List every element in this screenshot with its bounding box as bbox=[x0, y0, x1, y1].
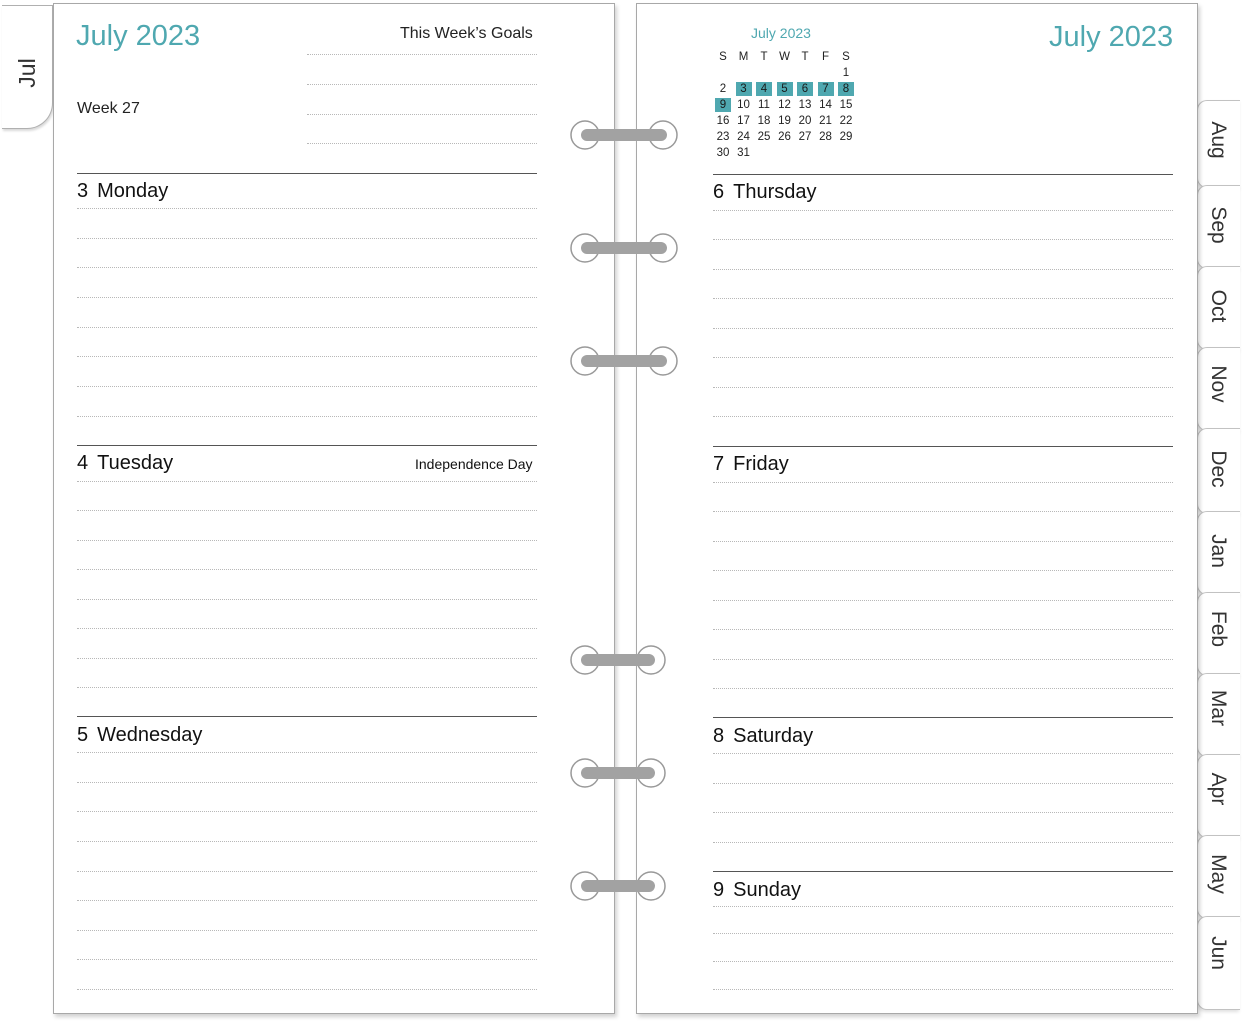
mini-calendar-day[interactable]: 9 bbox=[715, 98, 731, 112]
mini-calendar-day[interactable]: 29 bbox=[839, 131, 853, 143]
day-number: 6 bbox=[713, 181, 725, 203]
mini-calendar-day[interactable]: 16 bbox=[716, 115, 730, 127]
note-line[interactable] bbox=[77, 687, 537, 688]
tab-may-label: May bbox=[1207, 854, 1230, 894]
day-header-thursday bbox=[713, 181, 826, 204]
note-line[interactable] bbox=[77, 658, 537, 659]
tab-aug[interactable] bbox=[1197, 100, 1240, 188]
tab-nov[interactable] bbox=[1197, 347, 1240, 431]
mini-weekday: M bbox=[738, 51, 749, 63]
mini-calendar-day[interactable]: 11 bbox=[758, 99, 770, 111]
day-divider bbox=[713, 871, 1173, 872]
mini-calendar-day[interactable]: 13 bbox=[798, 99, 812, 111]
day-number: 4 bbox=[77, 452, 89, 474]
mini-calendar-day[interactable]: 3 bbox=[736, 82, 752, 96]
note-line[interactable] bbox=[713, 961, 1173, 962]
note-line[interactable] bbox=[77, 297, 537, 298]
note-line[interactable] bbox=[77, 782, 537, 783]
note-line[interactable] bbox=[713, 269, 1173, 270]
tab-may[interactable] bbox=[1197, 835, 1240, 919]
mini-calendar-day[interactable]: 28 bbox=[819, 131, 832, 143]
tab-mar[interactable] bbox=[1197, 673, 1240, 757]
note-line[interactable] bbox=[77, 208, 537, 209]
mini-calendar-day[interactable]: 1 bbox=[842, 67, 850, 79]
tab-nov-label: Nov bbox=[1207, 365, 1230, 403]
binder-ring-icon bbox=[565, 754, 675, 792]
mini-calendar-day[interactable]: 21 bbox=[819, 115, 832, 127]
tab-oct-label: Oct bbox=[1207, 289, 1230, 323]
note-line[interactable] bbox=[713, 298, 1173, 299]
note-line[interactable] bbox=[77, 930, 537, 931]
day-header-saturday bbox=[713, 725, 822, 748]
day-divider bbox=[713, 717, 1173, 718]
note-line[interactable] bbox=[77, 540, 537, 541]
mini-calendar-day[interactable]: 26 bbox=[778, 131, 791, 143]
note-line[interactable] bbox=[77, 989, 537, 990]
day-header-sunday bbox=[713, 879, 810, 902]
note-line[interactable] bbox=[77, 628, 537, 629]
tab-sep-label: Sep bbox=[1207, 206, 1230, 244]
goal-line[interactable] bbox=[307, 54, 537, 55]
day-name: Thursday bbox=[733, 181, 817, 203]
mini-weekday: T bbox=[760, 51, 768, 63]
mini-calendar-day[interactable]: 5 bbox=[777, 82, 793, 96]
note-line[interactable] bbox=[713, 688, 1173, 689]
day-name: Saturday bbox=[733, 725, 814, 747]
note-line[interactable] bbox=[713, 933, 1173, 934]
note-line[interactable] bbox=[713, 328, 1173, 329]
note-line[interactable] bbox=[77, 599, 537, 600]
tab-feb[interactable] bbox=[1197, 592, 1240, 676]
day-name: Sunday bbox=[733, 879, 801, 901]
note-line[interactable] bbox=[713, 842, 1173, 843]
mini-calendar-day[interactable]: 20 bbox=[798, 115, 812, 127]
day-name: Tuesday bbox=[97, 452, 174, 474]
tab-jul[interactable] bbox=[2, 5, 53, 129]
day-divider bbox=[77, 445, 537, 446]
tab-feb-label: Feb bbox=[1207, 610, 1230, 648]
note-line[interactable] bbox=[77, 811, 537, 812]
goal-line[interactable] bbox=[307, 143, 537, 144]
mini-weekday: T bbox=[801, 51, 809, 63]
note-line[interactable] bbox=[77, 510, 537, 511]
tab-apr-label: Apr bbox=[1207, 772, 1230, 806]
note-line[interactable] bbox=[713, 239, 1173, 240]
week-label: Week 27 bbox=[77, 100, 140, 117]
note-line[interactable] bbox=[77, 752, 537, 753]
note-line[interactable] bbox=[713, 482, 1173, 483]
note-line[interactable] bbox=[77, 841, 537, 842]
mini-weekday: S bbox=[719, 51, 727, 63]
note-line[interactable] bbox=[713, 570, 1173, 571]
tab-jun-label: Jun bbox=[1207, 936, 1230, 970]
goal-line[interactable] bbox=[307, 84, 537, 85]
day-header-monday bbox=[77, 180, 177, 203]
day-name: Friday bbox=[733, 453, 789, 475]
note-line[interactable] bbox=[77, 327, 537, 328]
note-line[interactable] bbox=[713, 511, 1173, 512]
right-month-title: July 2023 bbox=[1049, 21, 1174, 53]
binder-ring-icon bbox=[565, 867, 675, 905]
tab-mar-label: Mar bbox=[1207, 689, 1230, 727]
tab-jan[interactable] bbox=[1197, 511, 1240, 595]
note-line[interactable] bbox=[713, 600, 1173, 601]
note-line[interactable] bbox=[77, 900, 537, 901]
day-header-tuesday bbox=[77, 452, 182, 475]
mini-calendar-day[interactable]: 25 bbox=[757, 131, 771, 143]
tab-aug-label: Aug bbox=[1207, 121, 1230, 159]
mini-weekday: W bbox=[779, 51, 790, 63]
note-line[interactable] bbox=[77, 481, 537, 482]
day-header-friday bbox=[713, 453, 798, 476]
note-line[interactable] bbox=[77, 959, 537, 960]
day-divider bbox=[713, 446, 1173, 447]
holiday-label: Independence Day bbox=[415, 456, 533, 472]
tab-dec[interactable] bbox=[1197, 428, 1240, 514]
note-line[interactable] bbox=[713, 416, 1173, 417]
note-line[interactable] bbox=[713, 541, 1173, 542]
note-line[interactable] bbox=[713, 357, 1173, 358]
mini-calendar-day[interactable]: 19 bbox=[778, 115, 791, 127]
tab-apr[interactable] bbox=[1197, 754, 1240, 838]
tab-oct[interactable] bbox=[1197, 266, 1240, 350]
mini-weekday: S bbox=[842, 51, 850, 63]
tab-jul-label: Jul bbox=[14, 58, 40, 88]
note-line[interactable] bbox=[77, 386, 537, 387]
note-line[interactable] bbox=[713, 812, 1173, 813]
day-name: Wednesday bbox=[97, 724, 203, 746]
mini-calendar-day[interactable]: 23 bbox=[716, 131, 730, 143]
binder-ring-icon bbox=[565, 229, 685, 267]
note-line[interactable] bbox=[713, 906, 1173, 907]
day-divider bbox=[713, 174, 1173, 175]
left-month-title: July 2023 bbox=[76, 20, 201, 52]
mini-calendar-day[interactable]: 17 bbox=[737, 115, 750, 127]
note-line[interactable] bbox=[713, 629, 1173, 630]
mini-calendar-day[interactable]: 27 bbox=[798, 131, 812, 143]
note-line[interactable] bbox=[713, 387, 1173, 388]
mini-calendar-day[interactable]: 4 bbox=[756, 82, 772, 96]
day-header-wednesday bbox=[77, 724, 211, 747]
mini-calendar-day[interactable]: 2 bbox=[719, 83, 727, 95]
note-line[interactable] bbox=[713, 753, 1173, 754]
tab-jan-label: Jan bbox=[1207, 534, 1230, 568]
note-line[interactable] bbox=[77, 416, 537, 417]
tab-dec-label: Dec bbox=[1207, 450, 1230, 488]
mini-calendar-day[interactable]: 12 bbox=[778, 99, 791, 111]
left-page bbox=[53, 3, 615, 1014]
note-line[interactable] bbox=[713, 659, 1173, 660]
day-name: Monday bbox=[97, 180, 169, 202]
mini-calendar-day[interactable]: 14 bbox=[819, 99, 832, 111]
note-line[interactable] bbox=[713, 783, 1173, 784]
mini-calendar-day[interactable]: 31 bbox=[737, 147, 750, 159]
tab-sep[interactable] bbox=[1197, 185, 1240, 269]
day-divider bbox=[77, 716, 537, 717]
mini-calendar-day[interactable]: 7 bbox=[818, 82, 834, 96]
binder-ring-icon bbox=[565, 116, 685, 154]
binder-ring-icon bbox=[565, 342, 685, 380]
goal-line[interactable] bbox=[307, 114, 537, 115]
note-line[interactable] bbox=[713, 210, 1173, 211]
binder-ring-icon bbox=[565, 641, 675, 679]
mini-weekday: F bbox=[821, 51, 830, 63]
mini-calendar-day[interactable]: 6 bbox=[797, 82, 813, 96]
note-line[interactable] bbox=[77, 267, 537, 268]
note-line[interactable] bbox=[77, 569, 537, 570]
mini-calendar-day[interactable]: 10 bbox=[737, 99, 750, 111]
day-number: 8 bbox=[713, 725, 725, 747]
mini-calendar-title: July 2023 bbox=[751, 25, 811, 41]
mini-calendar-day[interactable]: 24 bbox=[737, 131, 750, 143]
day-number: 7 bbox=[713, 453, 725, 475]
note-line[interactable] bbox=[713, 989, 1173, 990]
mini-calendar-day[interactable]: 15 bbox=[839, 99, 853, 111]
note-line[interactable] bbox=[77, 238, 537, 239]
mini-calendar-day[interactable]: 18 bbox=[757, 115, 771, 127]
mini-calendar-day[interactable]: 8 bbox=[838, 82, 854, 96]
mini-calendar-day[interactable]: 30 bbox=[716, 147, 730, 159]
tab-jun[interactable] bbox=[1197, 916, 1240, 1010]
goals-label: This Week’s Goals bbox=[400, 25, 533, 42]
day-divider bbox=[77, 173, 537, 174]
note-line[interactable] bbox=[77, 356, 537, 357]
day-number: 3 bbox=[77, 180, 89, 202]
note-line[interactable] bbox=[77, 871, 537, 872]
day-number: 9 bbox=[713, 879, 725, 901]
day-number: 5 bbox=[77, 724, 89, 746]
mini-calendar-day[interactable]: 22 bbox=[839, 115, 853, 127]
